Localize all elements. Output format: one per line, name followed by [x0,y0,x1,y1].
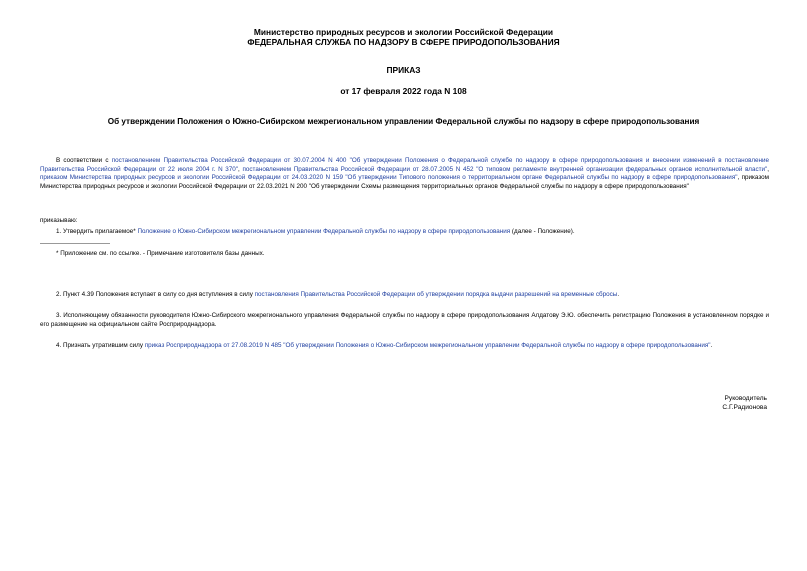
preamble-text-1: В соответствии с [56,157,112,164]
item-1 [56,228,575,237]
signatory-name: С.Г.Радионова [722,404,767,411]
link-order-159[interactable]: приказом Министерства природных ресурсов и экологии Российской Федерации от 24.03.2020 N 159 "Об утверждении Типового положения о территориальном органе Федеральной службы по надзору в сфере природопользования" [40,174,738,182]
item-1-text-2: (далее - Положение). [510,228,575,235]
preamble-paragraph [40,157,769,191]
link-decree-400[interactable]: постановлением Правительства Российской Федерации от 30.07.2004 N 400 "Об утверждении Положения о Федеральной службе по надзору в сфере природопользования и внесении изменений в постановление Правительства Российской Федерации от 22 июля 2004 г. N 370" [40,157,770,173]
item-3: 3. Исполняющему обязанности руководителя Южно-Сибирского межрегионального управления Федеральной службы по надзору в сфере природопользования Алдатову Э.Ю. обеспечить регистрацию Положения в установленном порядке и его размещение на официальном сайте Росприроднадзора. [40,312,769,328]
item-4-text-2: . [710,342,713,349]
preamble-text-2: , [238,165,243,173]
footnote-divider [40,243,110,244]
document-date-number: от 17 февраля 2022 года N 108 [340,86,467,96]
preamble-text-4: , приказом Министерства природных ресурсов и экологии Российской Федерации от 22.03.2021 N 200 "Об утверждении Схемы размещения территориальных органов Федеральной службы по надзору в сфере природопользования" [40,174,770,190]
document-type: ПРИКАЗ [386,65,421,75]
item-4-text-1: 4. Признать утратившим силу [56,342,145,349]
link-order-485[interactable]: приказ Росприроднадзора от 27.08.2019 N 485 "Об утверждении Положения о Южно-Сибирском межрегиональном управлении Федеральной службы по надзору в сфере природопользования" [144,342,711,349]
link-decree-452[interactable]: постановлением Правительства Российской Федерации от 28.07.2005 N 452 "О типовом регламенте внутренней организации федеральных органов исполнительной власти" [242,165,768,173]
item-4 [40,342,769,351]
item-2 [56,291,619,300]
item-2-text-2: . [617,291,620,298]
preamble-text-3: , [767,165,769,173]
signatory-position: Руководитель [724,395,767,402]
link-permits-decree[interactable]: постановления Правительства Российской Федерации об утверждении порядка выдачи разрешений на временные сбросы [254,291,618,298]
order-word: приказываю: [40,217,78,224]
link-regulation[interactable]: Положение о Южно-Сибирском межрегиональном управлении Федеральной службы по надзору в сфере природопользования [137,228,511,235]
item-1-text-1: 1. Утвердить прилагаемое* [56,228,138,235]
service-name: ФЕДЕРАЛЬНАЯ СЛУЖБА ПО НАДЗОРУ В СФЕРЕ ПРИРОДОПОЛЬЗОВАНИЯ [247,37,560,47]
ministry-name: Министерство природных ресурсов и экологии Российской Федерации [253,27,554,37]
item-2-text-1: 2. Пункт 4.39 Положения вступает в силу со дня вступления в силу [56,291,255,298]
footnote: * Приложение см. по ссылке. - Примечание изготовителя базы данных. [56,250,265,257]
signature-block [722,394,767,412]
document-title: Об утверждении Положения о Южно-Сибирском межрегиональном управлении Федеральной службы по надзору в сфере природопользования [107,117,700,126]
